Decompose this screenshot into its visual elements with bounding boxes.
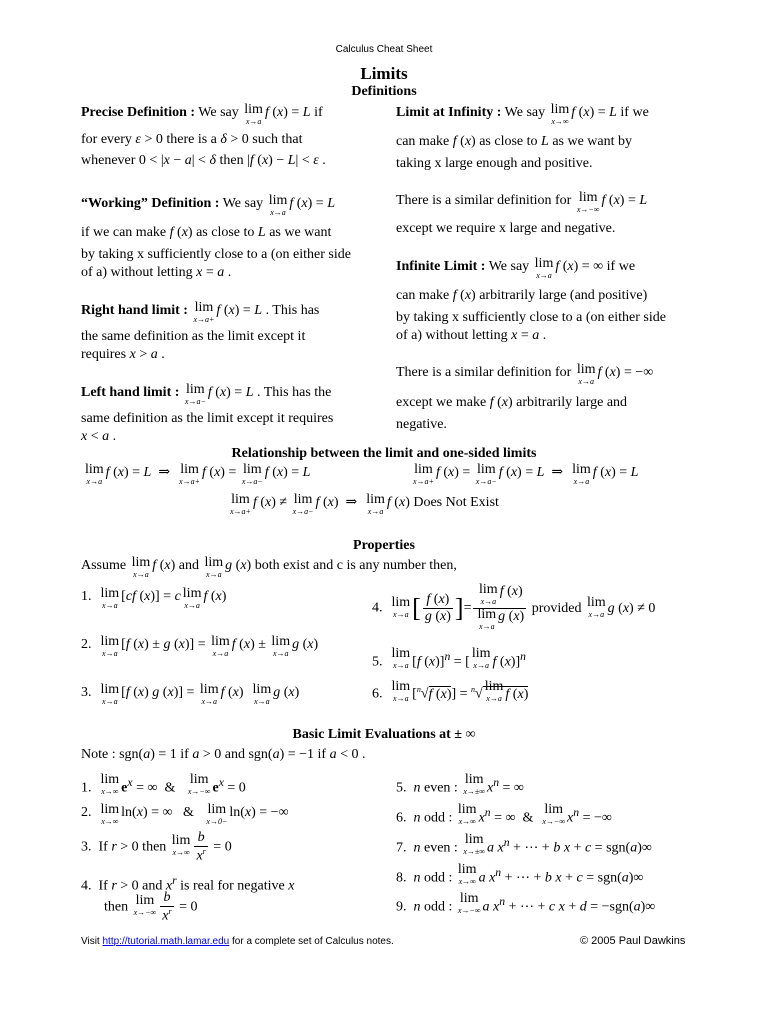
left-hand-limit-line1: Left hand limit : lim x→a− f (x) = L . This has the — [81, 382, 332, 406]
relationship-formula-3: lim x→a+ f (x) ≠ lim x→a− f (x) ⇒ lim x→a f (x) Does Not Exist — [230, 492, 499, 516]
working-definition-line2: if we can make f (x) as close to L as we want — [81, 225, 332, 240]
infinite-limit-line5: There is a similar definition for lim x→a f (x) = −∞ — [396, 362, 654, 386]
section-title-basic-limits: Basic Limit Evaluations at ± ∞ — [292, 727, 476, 742]
limit-at-infinity-line5: except we require x large and negative. — [396, 221, 616, 236]
precise-definition-line3: whenever 0 < |x − a| < δ then |f (x) − L| < ε . — [81, 153, 326, 168]
basic-limit-9: 9. n odd : lim x→−∞ a $x^n$ + ⋯ + c x + d = −sgn(a)∞ — [396, 891, 656, 915]
infinite-limit-line3: by taking x sufficiently close to a (on either side — [396, 310, 666, 325]
right-hand-limit-line3: requires x > a . — [81, 347, 165, 362]
working-definition-line1: “Working” Definition : We say lim x→a f (x) = L — [81, 193, 335, 217]
limit-at-infinity-line4: There is a similar definition for lim x→−∞ f (x) = L — [396, 190, 648, 214]
property-5: 5. lim x→a [f (x)]$^n$ = [ lim x→a f (x)]$^n$ — [372, 646, 526, 670]
section-title-relationship: Relationship between the limit and one-sided limits — [231, 446, 537, 461]
basic-limit-6: 6. n odd : lim x→∞ $x^n$ = ∞ & lim x→−∞ $x^n$ = −∞ — [396, 802, 612, 826]
working-definition-line4: of a) without letting x = a . — [81, 265, 232, 280]
sheet-label: Calculus Cheat Sheet — [335, 44, 433, 55]
infinite-limit-line7: negative. — [396, 417, 447, 432]
relationship-formula-1: lim x→a f (x) = L ⇒ lim x→a+ f (x) = lim x→a− f (x) = L — [85, 462, 311, 486]
infinite-limit-line6: except we make f (x) arbitrarily large and — [396, 395, 628, 410]
limit-at-infinity-line2: can make f (x) as close to L as we want by — [396, 134, 633, 149]
basic-limit-7: 7. n even : lim x→±∞ a $x^n$ + ⋯ + b x + c = sgn(a)∞ — [396, 832, 652, 856]
infinite-limit-line1: Infinite Limit : We say lim x→a f (x) = ∞ if we — [396, 256, 636, 280]
basic-limit-3: 3. If r > 0 then lim x→∞ $\frac{b}{x^r}$ = 0 — [81, 830, 232, 864]
tutorial-link[interactable]: http://tutorial.math.lamar.edu — [102, 936, 230, 947]
right-hand-limit-line1: Right hand limit : lim x→a+ f (x) = L . This has — [81, 300, 320, 324]
basic-limit-2: 2. lim x→∞ ln(x) = ∞ & lim x→0− ln(x) = −∞ — [81, 802, 289, 826]
footer-note: Visit http://tutorial.math.lamar.edu for a complete set of Calculus notes. — [81, 936, 394, 947]
infinite-limit-line2: can make f (x) arbitrarily large (and positive) — [396, 288, 648, 303]
property-4: 4. lim x→a [ $\frac{f (x)}{g (x)}$ ]= lim x→a f (x) lim x→a g (x) provided lim x→a g (x) ≠ 0 — [372, 582, 656, 631]
section-title-properties: Properties — [353, 538, 415, 553]
working-definition-line3: by taking x sufficiently close to a (on either side — [81, 247, 351, 262]
limit-at-infinity-line3: taking x large enough and positive. — [396, 156, 593, 171]
page-title: Limits — [360, 64, 408, 83]
property-2: 2. lim x→a [f (x) ± g (x)] = lim x→a f (x) ± lim x→a g (x) — [81, 634, 319, 658]
basic-limit-4-line2: then lim x→−∞ $\frac{b}{x^r}$ = 0 — [104, 890, 198, 924]
basic-limit-4-line1: 4. If r > 0 and $x^r$ is real for negative x — [81, 874, 295, 894]
left-hand-limit-line3: x < a . — [81, 429, 117, 444]
property-3: 3. lim x→a [f (x) g (x)] = lim x→a f (x) lim x→a g (x) — [81, 682, 300, 706]
precise-definition-line1: Precise Definition : We say lim x→a f (x) = L if — [81, 102, 323, 126]
copyright: © 2005 Paul Dawkins — [580, 935, 686, 947]
right-hand-limit-line2: the same definition as the limit except it — [81, 329, 306, 344]
property-1: 1. lim x→a [cf (x)] = c lim x→a f (x) — [81, 586, 227, 610]
left-hand-limit-line2: same definition as the limit except it requires — [81, 411, 334, 426]
properties-assumption: Assume lim x→a f (x) and lim x→a g (x) both exist and c is any number then, — [81, 555, 457, 579]
property-6: 6. lim x→a [$^n$√f (x)] = $^n$√ lim x→a f (x) — [372, 679, 529, 703]
section-title-definitions: Definitions — [351, 84, 417, 99]
basic-limit-1: 1. lim x→∞ $e^x$ = ∞ & lim x→−∞ $e^x = 0$ — [81, 772, 246, 796]
infinite-limit-line4: of a) without letting x = a . — [396, 328, 547, 343]
relationship-formula-2: lim x→a+ f (x) = lim x→a− f (x) = L ⇒ lim x→a f (x) = L — [413, 462, 639, 486]
basic-note: Note : sgn(a) = 1 if a > 0 and sgn(a) = −1 if a < 0 . — [81, 747, 366, 762]
basic-limit-8: 8. n odd : lim x→∞ a $x^n$ + ⋯ + b x + c = sgn(a)∞ — [396, 862, 644, 886]
precise-definition-line2: for every ε > 0 there is a δ > 0 such that — [81, 132, 303, 147]
limit-at-infinity-line1: Limit at Infinity : We say lim x→∞ f (x) = L if we — [396, 102, 649, 126]
basic-limit-5: 5. n even : lim x→±∞ $x^n$ = ∞ — [396, 772, 524, 796]
